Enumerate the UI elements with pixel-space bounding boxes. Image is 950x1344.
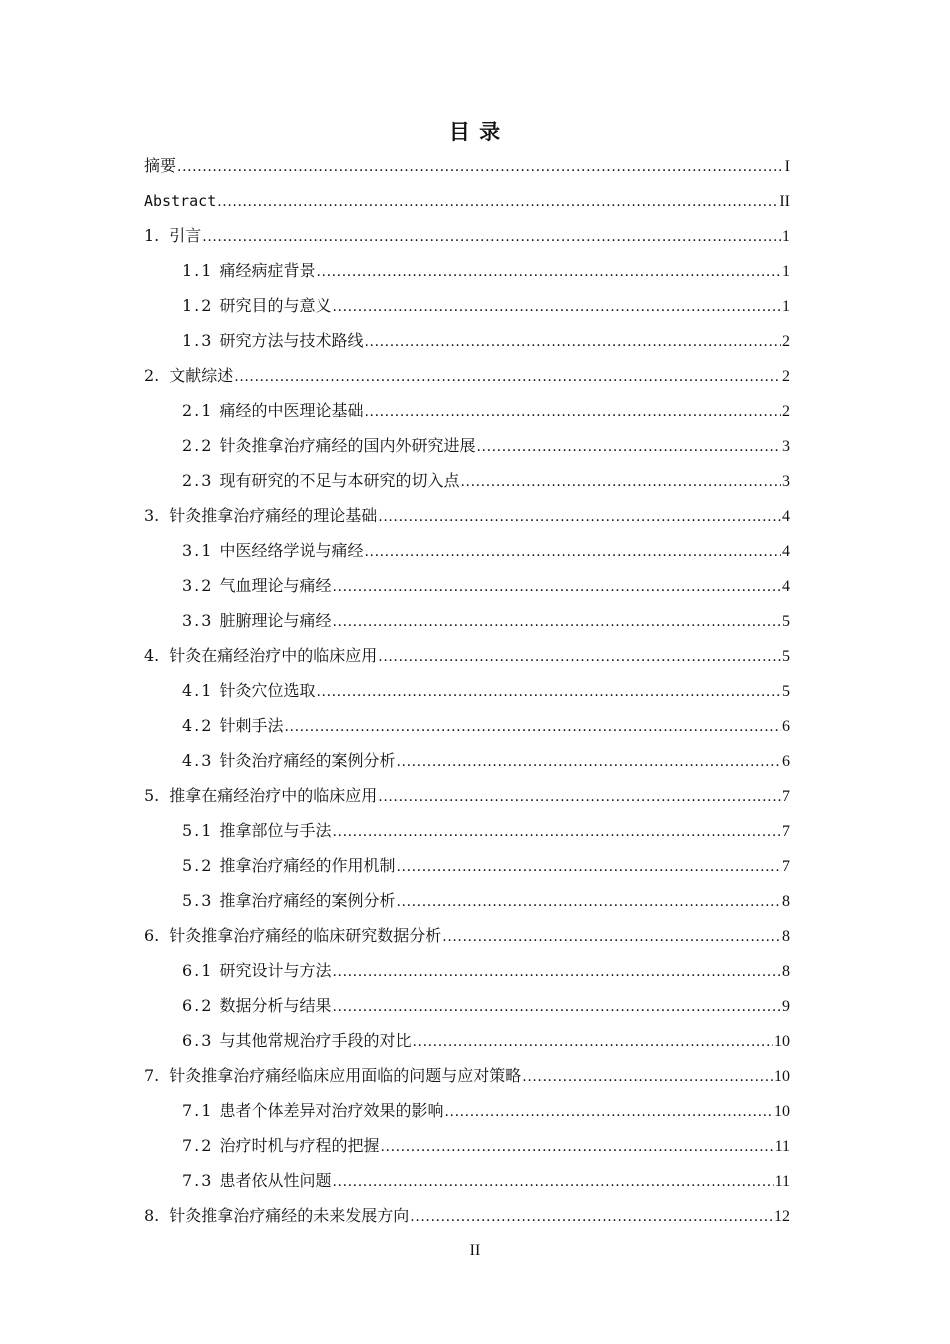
toc-dot-leader xyxy=(396,848,781,883)
toc-entry-page: 2 xyxy=(782,403,790,420)
toc-entry[interactable] xyxy=(144,568,790,603)
toc-entry-page: 1 xyxy=(782,298,790,315)
toc-entry-label xyxy=(182,848,395,883)
toc-entry-text: 痛经的中医理论基础 xyxy=(219,401,364,420)
toc-entry-page: 1 xyxy=(782,228,790,245)
toc-list xyxy=(144,148,790,1233)
toc-entry-text: 脏腑理论与痛经 xyxy=(219,611,332,630)
toc-entry-text: 研究设计与方法 xyxy=(219,961,332,980)
toc-entry[interactable] xyxy=(144,498,790,533)
toc-entry-text: 针灸在痛经治疗中的临床应用 xyxy=(169,646,378,665)
toc-entry-page: 5 xyxy=(782,683,790,700)
toc-entry-text: 推拿在痛经治疗中的临床应用 xyxy=(169,786,378,805)
toc-entry-text: 研究目的与意义 xyxy=(219,296,332,315)
toc-entry-page: 10 xyxy=(774,1068,790,1085)
toc-entry-text: 针刺手法 xyxy=(219,716,284,735)
toc-entry[interactable] xyxy=(144,603,790,638)
toc-entry-page: 9 xyxy=(782,998,790,1015)
toc-entry-page: II xyxy=(779,193,790,210)
toc-entry-label xyxy=(182,1023,411,1058)
toc-entry-label xyxy=(144,183,216,219)
toc-entry-page: 11 xyxy=(774,1173,790,1190)
toc-entry-label xyxy=(144,498,377,533)
toc-dot-leader xyxy=(284,708,781,743)
toc-entry-text: 针灸穴位选取 xyxy=(219,681,316,700)
toc-entry[interactable] xyxy=(144,918,790,953)
toc-dot-leader xyxy=(364,533,781,568)
toc-entry-number: 3.3 xyxy=(182,611,214,630)
toc-dot-leader xyxy=(476,428,781,463)
toc-entry[interactable] xyxy=(144,323,790,358)
toc-entry-label xyxy=(182,568,331,603)
toc-entry-label xyxy=(182,1093,443,1128)
toc-entry-page: 4 xyxy=(782,508,790,525)
toc-entry[interactable] xyxy=(144,358,790,393)
toc-entry-label xyxy=(182,253,315,288)
toc-entry-page: 2 xyxy=(782,333,790,350)
toc-entry-text: 摘要 xyxy=(144,156,177,175)
toc-dot-leader xyxy=(522,1058,773,1093)
toc-entry-label xyxy=(144,1058,521,1093)
toc-entry-text: 推拿治疗痛经的作用机制 xyxy=(219,856,396,875)
toc-entry-text: 引言 xyxy=(169,226,202,245)
toc-entry-page: 7 xyxy=(782,823,790,840)
toc-entry-text: 与其他常规治疗手段的对比 xyxy=(219,1031,412,1050)
toc-entry-label xyxy=(182,1163,331,1198)
toc-dot-leader xyxy=(378,778,781,813)
toc-entry-text: 中医经络学说与痛经 xyxy=(219,541,364,560)
toc-dot-leader xyxy=(332,953,781,988)
toc-entry-page: 7 xyxy=(782,858,790,875)
toc-entry-page: 8 xyxy=(782,963,790,980)
toc-dot-leader xyxy=(410,1198,773,1233)
toc-entry-text: 痛经病症背景 xyxy=(219,261,316,280)
toc-dot-leader xyxy=(364,323,781,358)
toc-entry-page: 6 xyxy=(782,718,790,735)
toc-entry-label xyxy=(182,463,459,498)
toc-entry-number: 7.3 xyxy=(182,1171,214,1190)
toc-entry-number: 6.2 xyxy=(182,996,214,1015)
toc-dot-leader xyxy=(316,253,781,288)
toc-entry-page: 5 xyxy=(782,613,790,630)
toc-dot-leader xyxy=(217,183,778,218)
toc-entry-label xyxy=(182,988,331,1023)
toc-entry-label xyxy=(182,533,363,568)
toc-entry[interactable] xyxy=(144,1023,790,1058)
toc-entry-number: 1.2 xyxy=(182,296,214,315)
toc-entry[interactable] xyxy=(144,708,790,743)
toc-entry-text: 推拿治疗痛经的案例分析 xyxy=(219,891,396,910)
toc-entry[interactable] xyxy=(144,393,790,428)
toc-dot-leader xyxy=(378,498,781,533)
toc-entry-label xyxy=(182,393,363,428)
toc-entry-number: 1.1 xyxy=(182,261,214,280)
toc-entry-number: 5.3 xyxy=(182,891,214,910)
toc-entry[interactable] xyxy=(144,953,790,988)
toc-entry-number: 6.1 xyxy=(182,961,214,980)
toc-entry[interactable] xyxy=(144,463,790,498)
toc-entry-number: 7.1 xyxy=(182,1101,214,1120)
toc-entry-number: 5.1 xyxy=(182,821,214,840)
toc-entry[interactable] xyxy=(144,1128,790,1163)
toc-entry-number: 3.1 xyxy=(182,541,214,560)
toc-entry[interactable] xyxy=(144,288,790,323)
toc-entry-number: 2.3 xyxy=(182,471,214,490)
toc-entry-number: 7.2 xyxy=(182,1136,214,1155)
toc-dot-leader xyxy=(442,918,781,953)
toc-entry-number: 4. xyxy=(144,646,160,665)
toc-entry-label xyxy=(144,918,441,953)
toc-entry[interactable] xyxy=(144,253,790,288)
toc-entry-number: 4.2 xyxy=(182,716,214,735)
toc-entry-text: 研究方法与技术路线 xyxy=(219,331,364,350)
toc-entry-page: 3 xyxy=(782,438,790,455)
toc-entry[interactable] xyxy=(144,148,790,183)
toc-entry-page: 4 xyxy=(782,543,790,560)
toc-entry[interactable] xyxy=(144,1058,790,1093)
toc-entry[interactable] xyxy=(144,988,790,1023)
toc-entry-number: 2.2 xyxy=(182,436,214,455)
toc-entry-text: 针灸推拿治疗痛经的未来发展方向 xyxy=(169,1206,410,1225)
toc-entry-page: 10 xyxy=(774,1103,790,1120)
toc-entry-text: 文献综述 xyxy=(169,366,234,385)
toc-dot-leader xyxy=(332,568,781,603)
toc-entry-page: 3 xyxy=(782,473,790,490)
toc-entry[interactable] xyxy=(144,673,790,708)
toc-entry-label xyxy=(182,953,331,988)
toc-entry-label xyxy=(182,743,395,778)
toc-entry-label xyxy=(144,218,201,253)
toc-entry-number: 7. xyxy=(144,1066,160,1085)
toc-entry-label xyxy=(144,358,233,393)
toc-dot-leader xyxy=(396,883,781,918)
toc-entry-text: 气血理论与痛经 xyxy=(219,576,332,595)
toc-entry-text: 治疗时机与疗程的把握 xyxy=(219,1136,380,1155)
toc-entry-text: 针灸推拿治疗痛经的临床研究数据分析 xyxy=(169,926,442,945)
toc-dot-leader xyxy=(332,1163,773,1198)
toc-entry-label xyxy=(144,778,377,813)
toc-entry-number: 3.2 xyxy=(182,576,214,595)
toc-entry-label xyxy=(182,323,363,358)
toc-entry[interactable] xyxy=(144,638,790,673)
toc-entry-page: 4 xyxy=(782,578,790,595)
toc-entry-number: 6. xyxy=(144,926,160,945)
toc-dot-leader xyxy=(444,1093,773,1128)
toc-entry-page: 7 xyxy=(782,788,790,805)
toc-entry-text: 患者依从性问题 xyxy=(219,1171,332,1190)
toc-entry-number: 3. xyxy=(144,506,160,525)
toc-entry[interactable] xyxy=(144,533,790,568)
toc-dot-leader xyxy=(380,1128,773,1163)
toc-entry-label xyxy=(144,638,377,673)
toc-entry[interactable] xyxy=(144,883,790,918)
toc-entry[interactable] xyxy=(144,813,790,848)
toc-entry-number: 8. xyxy=(144,1206,160,1225)
toc-entry-label xyxy=(144,148,176,183)
toc-entry-text: 患者个体差异对治疗效果的影响 xyxy=(219,1101,444,1120)
toc-dot-leader xyxy=(332,603,781,638)
toc-entry-page: 1 xyxy=(782,263,790,280)
toc-entry[interactable] xyxy=(144,1093,790,1128)
toc-dot-leader xyxy=(177,148,784,183)
toc-entry[interactable] xyxy=(144,743,790,778)
toc-entry-text: 针灸治疗痛经的案例分析 xyxy=(219,751,396,770)
toc-dot-leader xyxy=(378,638,781,673)
toc-entry-number: 6.3 xyxy=(182,1031,214,1050)
toc-entry-label xyxy=(182,288,331,323)
toc-entry-number: 4.1 xyxy=(182,681,214,700)
toc-entry-number: 4.3 xyxy=(182,751,214,770)
toc-entry-text: Abstract xyxy=(144,192,217,210)
toc-entry[interactable] xyxy=(144,428,790,463)
toc-entry-page: 8 xyxy=(782,928,790,945)
toc-entry-label xyxy=(182,428,475,463)
toc-entry-label xyxy=(182,1128,379,1163)
toc-entry-number: 2. xyxy=(144,366,160,385)
toc-entry-page: 6 xyxy=(782,753,790,770)
toc-entry-text: 针灸推拿治疗痛经的理论基础 xyxy=(169,506,378,525)
toc-entry-page: I xyxy=(784,158,790,175)
toc-entry-label xyxy=(182,708,283,743)
toc-dot-leader xyxy=(332,813,781,848)
page-number: II xyxy=(469,1242,481,1259)
toc-entry-page: 10 xyxy=(774,1033,790,1050)
toc-entry[interactable] xyxy=(144,1163,790,1198)
toc-entry-number: 5.2 xyxy=(182,856,214,875)
toc-entry-page: 5 xyxy=(782,648,790,665)
toc-entry[interactable] xyxy=(144,778,790,813)
toc-dot-leader xyxy=(332,288,781,323)
toc-entry-label xyxy=(182,603,331,638)
toc-title: 目 录 xyxy=(448,120,502,144)
toc-entry-label xyxy=(182,813,331,848)
toc-entry-text: 数据分析与结果 xyxy=(219,996,332,1015)
toc-dot-leader xyxy=(316,673,781,708)
toc-entry-number: 1. xyxy=(144,226,160,245)
toc-entry-text: 针灸推拿治疗痛经临床应用面临的问题与应对策略 xyxy=(169,1066,522,1085)
toc-dot-leader xyxy=(396,743,781,778)
toc-entry-text: 推拿部位与手法 xyxy=(219,821,332,840)
toc-entry[interactable] xyxy=(144,218,790,253)
toc-entry-text: 针灸推拿治疗痛经的国内外研究进展 xyxy=(219,436,476,455)
toc-entry-page: 2 xyxy=(782,368,790,385)
toc-entry-number: 1.3 xyxy=(182,331,214,350)
toc-entry[interactable] xyxy=(144,1198,790,1233)
toc-entry-page: 8 xyxy=(782,893,790,910)
toc-entry-text: 现有研究的不足与本研究的切入点 xyxy=(219,471,460,490)
toc-dot-leader xyxy=(412,1023,773,1058)
toc-entry-page: 11 xyxy=(774,1138,790,1155)
toc-entry-number: 2.1 xyxy=(182,401,214,420)
toc-dot-leader xyxy=(234,358,781,393)
toc-entry[interactable] xyxy=(144,183,790,218)
toc-entry-number: 5. xyxy=(144,786,160,805)
toc-entry-label xyxy=(144,1198,409,1233)
toc-entry-label xyxy=(182,673,315,708)
toc-entry-page: 12 xyxy=(774,1208,790,1225)
toc-entry-label xyxy=(182,883,395,918)
toc-entry[interactable] xyxy=(144,848,790,883)
toc-dot-leader xyxy=(202,218,781,253)
toc-dot-leader xyxy=(332,988,781,1023)
toc-dot-leader xyxy=(364,393,781,428)
toc-dot-leader xyxy=(460,463,781,498)
